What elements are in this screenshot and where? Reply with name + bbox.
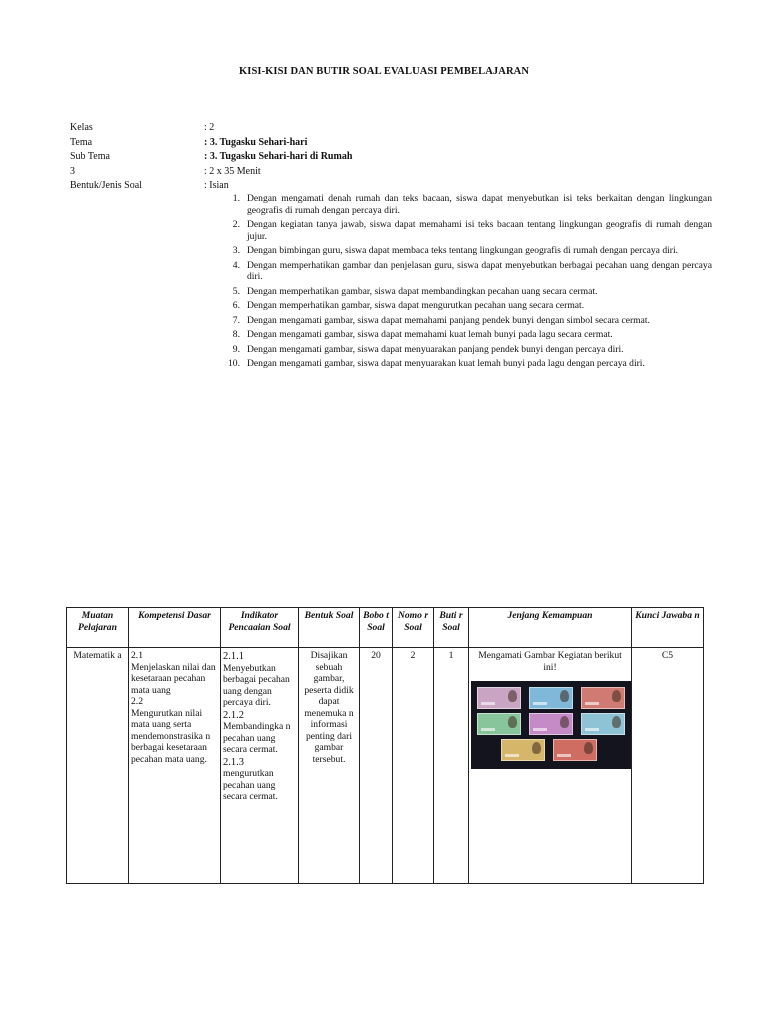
banknote-strip (557, 754, 571, 757)
cell-bobot: 20 (360, 648, 393, 884)
info-label: Sub Tema (70, 151, 110, 162)
banknote (553, 739, 597, 761)
list-item (222, 260, 712, 283)
header-butir: Buti r Soal (434, 608, 469, 648)
list-text: Dengan memperhatikan gambar, siswa dapat mengurutkan pecahan uang secara cermat. (247, 300, 585, 311)
banknote-portrait (612, 716, 621, 728)
indicator-list (222, 193, 712, 373)
banknote-portrait (584, 742, 593, 754)
banknote (529, 713, 573, 735)
banknote-portrait (560, 690, 569, 702)
header-kompetensi: Kompetensi Dasar (129, 608, 221, 648)
cell-jenjang (469, 648, 632, 884)
info-label: Kelas (70, 122, 93, 133)
indicator-number: 2.1.2 (223, 709, 244, 721)
kisi-kisi-table (66, 607, 704, 884)
info-row-tema (70, 136, 712, 151)
list-item (222, 193, 712, 216)
indicator-text: mengurutkan pecahan uang secara cermat. (223, 768, 278, 802)
banknote (581, 713, 625, 735)
banknote (501, 739, 545, 761)
info-row-bentuk (70, 179, 712, 194)
header-nomor: Nomo r Soal (393, 608, 434, 648)
indicator-text: Membandingka n pecahan uang secara cermat. (223, 721, 291, 755)
list-text: Dengan memperhatikan gambar, siswa dapat membandingkan pecahan uang secara cermat. (247, 285, 598, 297)
banknotes-image (471, 681, 631, 769)
info-value: : Isian (204, 180, 229, 191)
list-number: 6. (232, 300, 240, 311)
banknote-strip (481, 728, 495, 731)
list-item (222, 300, 712, 312)
banknote-strip (481, 702, 495, 705)
indicator-number: 2.1.3 (223, 756, 244, 768)
cell-indikator (221, 648, 299, 884)
list-text: Dengan mengamati denah rumah dan teks bacaan, siswa dapat menyebutkan isi teks berkaitan dengan lingkungan geografis di rumah dengan percaya diri. (247, 193, 712, 216)
list-number: 8. (232, 329, 240, 340)
cell-bentuk: Disajikan sebuah gambar, peserta didik dapat menemuka n informasi penting dari gambar tersebut. (299, 648, 360, 884)
kd-text: Mengurutkan nilai mata uang serta mendemonstrasika n berbagai kesetaraan pecahan mata uang. (131, 707, 211, 765)
info-block (70, 121, 712, 194)
info-value: : 2 x 35 Menit (204, 165, 261, 177)
info-row-subtema (70, 150, 712, 165)
list-text: Dengan bimbingan guru, siswa dapat membaca teks tentang lingkungan geografis di rumah dengan percaya diri. (247, 245, 679, 256)
list-text: Dengan mengamati gambar, siswa dapat memahami panjang pendek bunyi dengan simbol secara cermat. (247, 314, 650, 326)
list-item (222, 315, 712, 327)
table-border-extension (703, 647, 704, 843)
info-value: : 3. Tugasku Sehari-hari di Rumah (204, 151, 353, 162)
cell-butir: 1 (434, 648, 469, 884)
banknote-strip (533, 728, 547, 731)
list-item (222, 286, 712, 298)
jenjang-text: Mengamati Gambar Kegiatan berikut ini! (478, 650, 622, 673)
cell-kunci: C5 (632, 648, 704, 884)
list-text: Dengan mengamati gambar, siswa dapat memahami kuat lemah bunyi pada lagu secara cermat. (247, 329, 613, 340)
info-label: 3 (70, 165, 75, 177)
info-value: : 2 (204, 122, 215, 133)
banknote-strip (585, 702, 599, 705)
list-number: 10. (228, 358, 240, 369)
banknote-portrait (508, 716, 517, 728)
banknote-portrait (560, 716, 569, 728)
table-row (67, 648, 704, 884)
header-indikator: Indikator Pencaaian Soal (221, 608, 299, 648)
list-number: 5. (232, 285, 240, 297)
list-text: Dengan memperhatikan gambar dan penjelasan guru, siswa dapat menyebutkan berbagai pecahan uang dengan percaya diri. (247, 259, 712, 282)
cell-kompetensi (129, 648, 221, 884)
cell-muatan: Matematik a (67, 648, 129, 884)
banknote (477, 713, 521, 735)
header-jenjang: Jenjang Kemampuan (469, 608, 632, 648)
list-item (222, 219, 712, 242)
list-number: 7. (232, 314, 240, 326)
list-item (222, 358, 712, 370)
list-item (222, 329, 712, 341)
header-kunci: Kunci Jawaba n (632, 608, 704, 648)
list-text: Dengan mengamati gambar, siswa dapat menyuarakan panjang pendek bunyi dengan percaya diri. (247, 343, 624, 355)
banknote (581, 687, 625, 709)
kd-number: 2.1 (131, 650, 143, 661)
info-row-kelas (70, 121, 712, 136)
banknote-strip (585, 728, 599, 731)
kd-number: 2.2 (131, 696, 143, 707)
list-number: 9. (232, 343, 240, 355)
banknote (477, 687, 521, 709)
list-number: 1. (232, 193, 240, 204)
info-label: Tema (70, 136, 93, 148)
header-bentuk: Bentuk Soal (299, 608, 360, 648)
list-item (222, 245, 712, 257)
header-muatan: Muatan Pelajaran (67, 608, 129, 648)
info-label: Bentuk/Jenis Soal (70, 180, 142, 191)
indicator-text: Menyebutkan berbagai pecahan uang dengan percaya diri. (223, 662, 290, 708)
list-item (222, 344, 712, 356)
list-number: 2. (232, 219, 240, 230)
info-row-waktu (70, 165, 712, 180)
cell-nomor: 2 (393, 648, 434, 884)
indicator-number: 2.1.1 (223, 651, 244, 662)
kd-text: Menjelaskan nilai dan kesetaraan pecahan mata uang (131, 661, 216, 696)
table-header-row (67, 608, 704, 648)
banknote-portrait (612, 690, 621, 702)
banknote-portrait (532, 742, 541, 754)
banknote-strip (533, 702, 547, 705)
info-value: : 3. Tugasku Sehari-hari (204, 136, 308, 148)
banknote-strip (505, 754, 519, 757)
header-bobot: Bobo t Soal (360, 608, 393, 648)
list-text: Dengan mengamati gambar, siswa dapat menyuarakan kuat lemah bunyi pada lagu dengan percaya diri. (247, 358, 645, 369)
document-title: KISI-KISI DAN BUTIR SOAL EVALUASI PEMBELAJARAN (238, 66, 529, 77)
list-text: Dengan kegiatan tanya jawab, siswa dapat memahami isi teks bacaan tentang lingkungan geografis di rumah dengan jujur. (247, 219, 712, 242)
list-number: 3. (232, 245, 240, 256)
banknote-portrait (508, 690, 517, 702)
banknote (529, 687, 573, 709)
list-number: 4. (232, 259, 240, 271)
